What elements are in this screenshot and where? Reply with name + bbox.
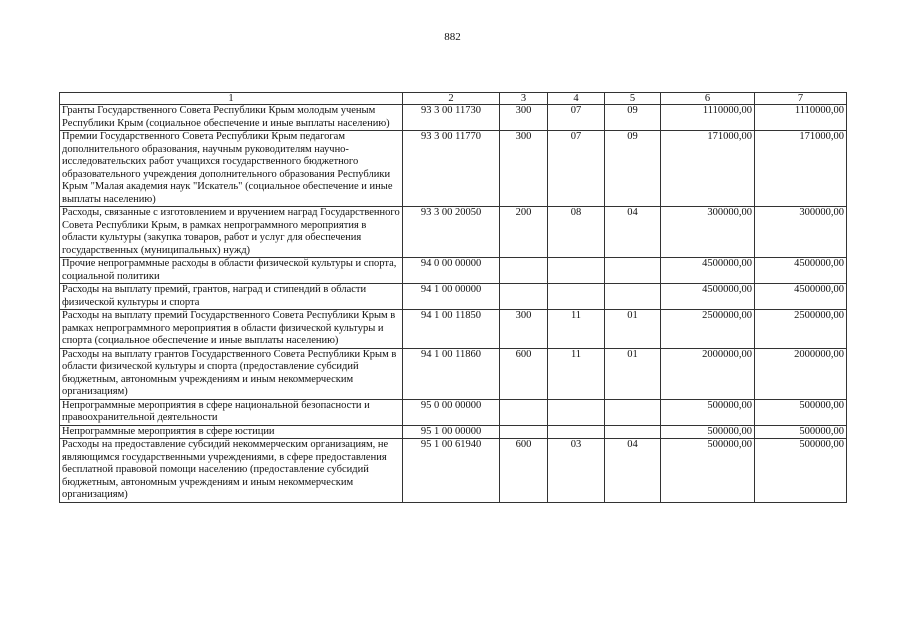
row-col5: 09 xyxy=(605,105,661,131)
row-col3 xyxy=(500,425,548,439)
row-col3: 200 xyxy=(500,207,548,258)
page-number: 882 xyxy=(444,31,461,43)
row-code: 94 0 00 00000 xyxy=(403,258,500,284)
row-col4 xyxy=(548,258,605,284)
row-name: Непрограммные мероприятия в сфере юстиции xyxy=(60,425,403,439)
row-col5 xyxy=(605,399,661,425)
row-code: 93 3 00 11770 xyxy=(403,131,500,207)
row-col3: 300 xyxy=(500,131,548,207)
row-code: 93 3 00 11730 xyxy=(403,105,500,131)
row-col4: 03 xyxy=(548,439,605,503)
row-amount-6: 500000,00 xyxy=(661,399,755,425)
row-amount-6: 300000,00 xyxy=(661,207,755,258)
row-col5: 04 xyxy=(605,207,661,258)
table-row xyxy=(60,105,847,131)
row-name: Расходы на выплату грантов Государственного Совета Республики Крым в области физической культуры и спорта (предоставление субсидий бюджетным, автономным учреждениям и иным некоммерческим организациям) xyxy=(60,348,403,399)
row-col4: 07 xyxy=(548,105,605,131)
row-col4: 07 xyxy=(548,131,605,207)
row-amount-6: 500000,00 xyxy=(661,425,755,439)
row-name: Гранты Государственного Совета Республики Крым молодым ученым Республики Крым (социальное обеспечение и иные выплаты населению) xyxy=(60,105,403,131)
table-row xyxy=(60,207,847,258)
row-amount-7: 4500000,00 xyxy=(755,284,847,310)
row-amount-7: 2000000,00 xyxy=(755,348,847,399)
row-name: Расходы на выплату премий, грантов, наград и стипендий в области физической культуры и спорта xyxy=(60,284,403,310)
table-row xyxy=(60,399,847,425)
row-code: 94 1 00 11850 xyxy=(403,310,500,349)
table-row xyxy=(60,425,847,439)
row-col5 xyxy=(605,425,661,439)
row-col3: 600 xyxy=(500,348,548,399)
row-amount-6: 500000,00 xyxy=(661,439,755,503)
row-amount-7: 500000,00 xyxy=(755,399,847,425)
row-col5 xyxy=(605,258,661,284)
row-col3 xyxy=(500,399,548,425)
column-header-4: 4 xyxy=(548,93,605,105)
row-name: Непрограммные мероприятия в сфере национальной безопасности и правоохранительной деятельности xyxy=(60,399,403,425)
column-header-6: 6 xyxy=(661,93,755,105)
row-code: 93 3 00 20050 xyxy=(403,207,500,258)
row-col3: 300 xyxy=(500,310,548,349)
row-amount-6: 2000000,00 xyxy=(661,348,755,399)
row-amount-6: 4500000,00 xyxy=(661,258,755,284)
row-name: Расходы на выплату премий Государственного Совета Республики Крым в рамках непрограммного мероприятия в области физической культуры и спорта (социальное обеспечение и иные выплаты населению) xyxy=(60,310,403,349)
row-name: Расходы на предоставление субсидий некоммерческим организациям, не являющимся государственными учреждениями, в сфере предоставления бесплатной правовой помощи населению (предоставление субсидий бюджетным, автономным учреждениям и иным некоммерческим организациям) xyxy=(60,439,403,503)
row-amount-7: 1110000,00 xyxy=(755,105,847,131)
row-code: 95 0 00 00000 xyxy=(403,399,500,425)
row-col4 xyxy=(548,425,605,439)
row-col3: 600 xyxy=(500,439,548,503)
row-name: Премии Государственного Совета Республики Крым педагогам дополнительного образования, научным руководителям научно-исследовательских работ учащихся государственного бюджетного образовательного учреждения дополнительного образования Республики Крым "Малая академия наук "Искатель" (социальное обеспечение и иные выплаты населению) xyxy=(60,131,403,207)
table-row xyxy=(60,439,847,503)
row-col5: 01 xyxy=(605,310,661,349)
budget-table xyxy=(59,92,847,503)
row-amount-7: 171000,00 xyxy=(755,131,847,207)
row-amount-7: 500000,00 xyxy=(755,425,847,439)
row-amount-6: 1110000,00 xyxy=(661,105,755,131)
table-row xyxy=(60,131,847,207)
column-header-7: 7 xyxy=(755,93,847,105)
row-amount-6: 171000,00 xyxy=(661,131,755,207)
row-col4 xyxy=(548,284,605,310)
row-amount-6: 4500000,00 xyxy=(661,284,755,310)
table-row xyxy=(60,348,847,399)
table-row xyxy=(60,284,847,310)
row-code: 94 1 00 00000 xyxy=(403,284,500,310)
row-col5 xyxy=(605,284,661,310)
row-col4 xyxy=(548,399,605,425)
row-amount-7: 2500000,00 xyxy=(755,310,847,349)
row-amount-7: 300000,00 xyxy=(755,207,847,258)
row-amount-7: 500000,00 xyxy=(755,439,847,503)
table-header-row xyxy=(60,93,847,105)
column-header-1: 1 xyxy=(60,93,403,105)
row-amount-7: 4500000,00 xyxy=(755,258,847,284)
column-header-5: 5 xyxy=(605,93,661,105)
row-name: Расходы, связанные с изготовлением и вручением наград Государственного Совета Республики Крым, в рамках непрограммного мероприятия в области культуры (закупка товаров, работ и услуг для обеспечения государственных (муниципальных) нужд) xyxy=(60,207,403,258)
row-name: Прочие непрограммные расходы в области физической культуры и спорта, социальной политики xyxy=(60,258,403,284)
table-row xyxy=(60,258,847,284)
row-col3: 300 xyxy=(500,105,548,131)
row-col4: 11 xyxy=(548,310,605,349)
row-col5: 01 xyxy=(605,348,661,399)
row-code: 94 1 00 11860 xyxy=(403,348,500,399)
row-col4: 11 xyxy=(548,348,605,399)
row-col3 xyxy=(500,258,548,284)
row-col3 xyxy=(500,284,548,310)
row-code: 95 1 00 61940 xyxy=(403,439,500,503)
column-header-2: 2 xyxy=(403,93,500,105)
column-header-3: 3 xyxy=(500,93,548,105)
row-code: 95 1 00 00000 xyxy=(403,425,500,439)
row-col5: 09 xyxy=(605,131,661,207)
row-col5: 04 xyxy=(605,439,661,503)
table-row xyxy=(60,310,847,349)
row-col4: 08 xyxy=(548,207,605,258)
row-amount-6: 2500000,00 xyxy=(661,310,755,349)
